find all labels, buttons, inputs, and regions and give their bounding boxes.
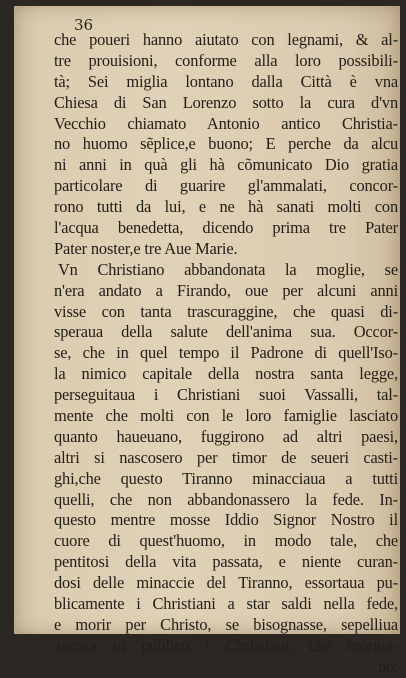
text-line: no, xyxy=(377,656,398,676)
text-line: la nimico capitale della nostra santa legge, xyxy=(54,364,398,384)
text-line: ni anni in quà gli hà cõmunicato Dio gratia xyxy=(54,155,398,175)
text-line: quanto haueuano, fuggirono ad altri paesi, xyxy=(54,426,398,446)
text-line: ghi,che questo Tiranno minacciaua a tutti xyxy=(54,468,398,488)
text-line: n'era andato a Firando, oue per alcuni anni xyxy=(54,280,398,300)
text-line: Vecchio chiamato Antonio antico Christia- xyxy=(54,113,398,133)
text-line: visse con tanta trascuraggine, che quasi di- xyxy=(54,301,398,321)
text-line: mente che molti con le loro famiglie lasciato xyxy=(54,406,398,426)
text-line: tre prouisioni, conforme alla loro possibili- xyxy=(54,50,398,70)
text-line: Vn Christiano abbandonata la moglie, se xyxy=(58,259,398,279)
page-number: 36 xyxy=(74,16,94,34)
text-line: dosi delle minaccie del Tiranno, essortaua pu- xyxy=(54,573,398,593)
text-line: altri si nascosero per timor de seueri casti- xyxy=(54,447,398,467)
text-line: no huomo sẽplice,e buono; E perche da alcu xyxy=(54,134,398,154)
text-line: Pater noster,e tre Aue Marie. xyxy=(54,238,238,258)
text-line: particolare di guarire gl'ammalati, concor- xyxy=(54,176,398,196)
text-line: pentitosi della vita passata, e niente curan- xyxy=(54,552,398,572)
text-line: quelli, che non abbandonassero la fede. In- xyxy=(54,489,398,509)
text-line: che poueri hanno aiutato con legnami, & al- xyxy=(54,30,398,49)
body-text xyxy=(54,30,398,678)
text-line: blicamente i Christiani a star saldi nella fede, xyxy=(54,594,398,614)
book-page xyxy=(14,6,400,676)
text-line: cuore di quest'huomo, in modo tale, che xyxy=(54,531,398,551)
text-line: ancora in publico i Christiani, che moriua- xyxy=(54,635,398,655)
text-line: l'acqua benedetta, dicendo prima tre Pater xyxy=(54,218,398,238)
text-line: speraua della salute dell'anima sua. Occor- xyxy=(54,322,398,342)
text-line: rono tutti da lui, e ne hà sanati molti con xyxy=(54,197,398,217)
text-line: se, che in quel tempo il Padrone di quell'Iso- xyxy=(54,343,398,363)
text-line: e morir per Christo, se bisognasse, sepelliua xyxy=(54,614,398,634)
text-line: Chiesa di San Lorenzo sotto la cura d'vn xyxy=(54,92,398,112)
text-line: questo mentre mosse Iddio Signor Nostro il xyxy=(54,510,398,530)
text-line: perseguitaua i Christiani suoi Vassalli, tal- xyxy=(54,385,398,405)
text-line: tà; Sei miglia lontano dalla Città è vna xyxy=(54,71,398,91)
